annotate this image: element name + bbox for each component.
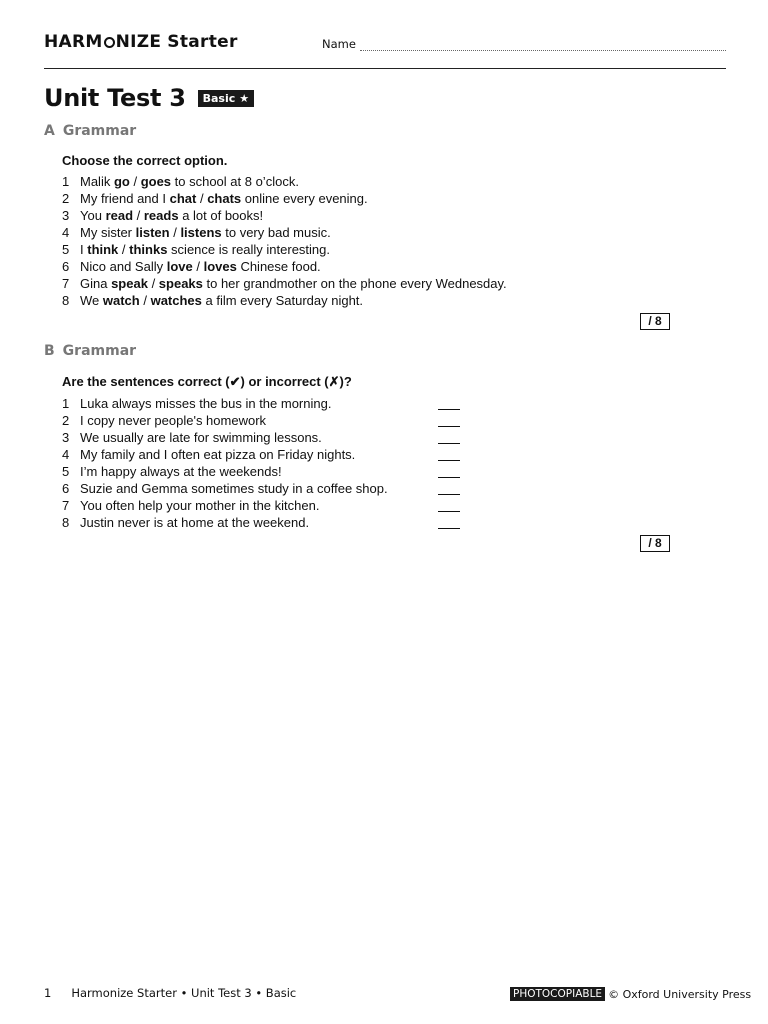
question-item	[62, 275, 507, 292]
section-a-letter: A	[44, 123, 55, 139]
question-text: My family and I often eat pizza on Friday nights.	[80, 447, 356, 462]
option-two[interactable]: thinks	[129, 242, 168, 257]
option-one[interactable]: think	[87, 242, 119, 257]
name-field[interactable]	[322, 37, 726, 51]
answer-line[interactable]	[438, 443, 460, 444]
question-text-after: Chinese food.	[236, 259, 321, 274]
question-text: We usually are late for swimming lessons.	[80, 430, 322, 445]
option-two[interactable]: speaks	[158, 276, 203, 291]
option-two[interactable]: goes	[140, 174, 172, 189]
option-separator: /	[196, 191, 208, 206]
question-text-before: My friend and I	[80, 191, 170, 206]
question-number: 1	[62, 174, 70, 189]
header-divider	[44, 68, 726, 69]
brand-prefix: HARM	[44, 32, 103, 52]
question-number: 3	[62, 208, 70, 223]
question-item	[62, 241, 507, 258]
question-number: 6	[62, 481, 70, 496]
option-one[interactable]: read	[105, 208, 134, 223]
question-item	[62, 292, 507, 309]
answer-line[interactable]	[438, 477, 460, 478]
question-number: 4	[62, 447, 70, 462]
question-item	[62, 395, 388, 412]
option-one[interactable]: love	[166, 259, 193, 274]
star-icon: ★	[239, 91, 250, 105]
brand-logo	[44, 32, 238, 52]
question-item	[62, 497, 388, 514]
question-text-before: Nico and Sally	[80, 259, 167, 274]
answer-line[interactable]	[438, 494, 460, 495]
question-text-before: I	[80, 242, 88, 257]
section-b-letter: B	[44, 343, 55, 359]
section-a-title: Grammar	[62, 123, 137, 139]
answer-line[interactable]	[438, 528, 460, 529]
footer-copyright	[510, 987, 751, 1001]
question-number: 6	[62, 259, 70, 274]
question-item	[62, 412, 388, 429]
question-item	[62, 446, 388, 463]
section-a-instruction: Choose the correct option.	[62, 153, 228, 168]
question-text: I’m happy always at the weekends!	[80, 464, 282, 479]
section-b-title: Grammar	[62, 343, 137, 359]
question-text-after: to school at 8 o’clock.	[171, 174, 299, 189]
option-separator: /	[118, 242, 130, 257]
option-separator: /	[192, 259, 204, 274]
option-two[interactable]: listens	[180, 225, 222, 240]
question-item	[62, 224, 507, 241]
question-number: 2	[62, 191, 70, 206]
section-b-instruction: Are the sentences correct (✔) or incorrect (✗)?	[62, 374, 352, 389]
question-number: 7	[62, 276, 70, 291]
title-row	[44, 84, 254, 112]
question-item	[62, 207, 507, 224]
question-item	[62, 190, 507, 207]
photocopiable-badge: PHOTOCOPIABLE	[510, 987, 605, 1001]
question-text: Justin never is at home at the weekend.	[80, 515, 310, 530]
question-text: I copy never people's homework	[80, 413, 267, 428]
section-b-score-box: / 8	[640, 535, 670, 552]
section-a-heading	[44, 123, 136, 139]
question-text: Luka always misses the bus in the morning.	[80, 396, 332, 411]
option-one[interactable]: listen	[135, 225, 170, 240]
question-text-before: Gina	[80, 276, 112, 291]
option-separator: /	[147, 276, 159, 291]
level-badge	[198, 90, 255, 107]
brand-series: Starter	[167, 32, 238, 52]
question-text: Suzie and Gemma sometimes study in a coffee shop.	[80, 481, 388, 496]
answer-line[interactable]	[438, 511, 460, 512]
question-item	[62, 258, 507, 275]
brand-o-mark-icon	[104, 37, 115, 48]
section-a-score-box: / 8	[640, 313, 670, 330]
answer-line[interactable]	[438, 426, 460, 427]
option-two[interactable]: watches	[150, 293, 202, 308]
option-one[interactable]: chat	[169, 191, 197, 206]
question-item	[62, 463, 388, 480]
page-header	[44, 32, 726, 70]
question-text-after: to her grandmother on the phone every Wednesday.	[202, 276, 507, 291]
option-one[interactable]: watch	[102, 293, 140, 308]
answer-line[interactable]	[438, 409, 460, 410]
question-text-after: a film every Saturday night.	[201, 293, 364, 308]
question-item	[62, 514, 388, 531]
option-two[interactable]: chats	[207, 191, 242, 206]
question-number: 8	[62, 515, 70, 530]
question-item	[62, 173, 507, 190]
question-number: 7	[62, 498, 70, 513]
option-separator: /	[139, 293, 151, 308]
level-label: Basic	[202, 91, 236, 105]
option-two[interactable]: loves	[203, 259, 237, 274]
name-label: Name	[322, 37, 356, 51]
option-one[interactable]: speak	[111, 276, 148, 291]
question-text-before: Malik	[80, 174, 114, 189]
copyright-text: © Oxford University Press	[608, 987, 752, 1001]
option-separator: /	[133, 208, 144, 223]
question-number: 1	[62, 396, 70, 411]
answer-line[interactable]	[438, 460, 460, 461]
question-text-before: You	[80, 208, 106, 223]
question-text-after: a lot of books!	[178, 208, 264, 223]
question-text-after: to very bad music.	[221, 225, 331, 240]
footer-info	[44, 986, 296, 1000]
question-number: 5	[62, 242, 70, 257]
question-text-before: My sister	[80, 225, 136, 240]
question-number: 2	[62, 413, 70, 428]
option-separator: /	[129, 174, 141, 189]
question-number: 3	[62, 430, 70, 445]
option-one[interactable]: go	[113, 174, 130, 189]
option-two[interactable]: reads	[143, 208, 179, 223]
question-text: You often help your mother in the kitchen.	[80, 498, 320, 513]
page-title: Unit Test 3	[44, 84, 186, 112]
section-b-heading	[44, 343, 136, 359]
name-line[interactable]	[360, 37, 726, 51]
section-a-questions	[62, 173, 507, 309]
page-number: 1	[44, 986, 52, 1000]
footer-text: Harmonize Starter • Unit Test 3 • Basic	[71, 986, 297, 1000]
brand-suffix: NIZE	[115, 32, 162, 52]
question-number: 8	[62, 293, 70, 308]
section-b-questions	[62, 395, 388, 531]
question-number: 5	[62, 464, 70, 479]
question-number: 4	[62, 225, 70, 240]
question-item	[62, 429, 388, 446]
question-text-after: science is really interesting.	[167, 242, 331, 257]
option-separator: /	[169, 225, 181, 240]
question-text-after: online every evening.	[241, 191, 368, 206]
question-text-before: We	[80, 293, 103, 308]
question-item	[62, 480, 388, 497]
